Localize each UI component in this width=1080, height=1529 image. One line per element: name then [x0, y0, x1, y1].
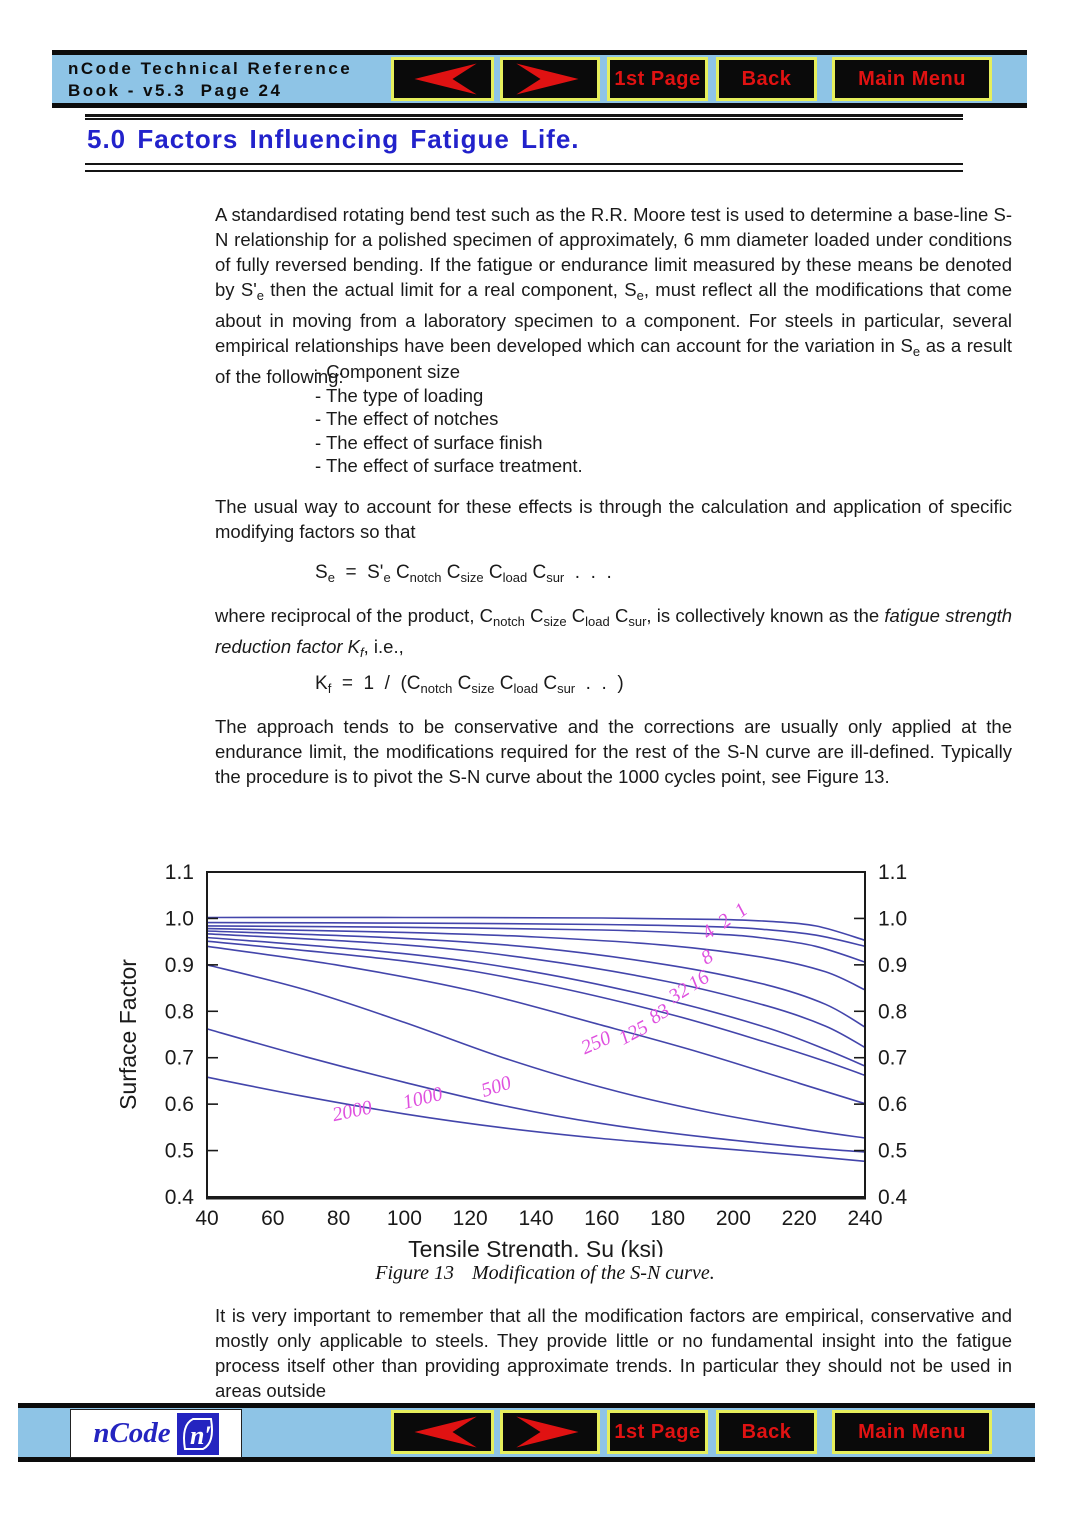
svg-text:1: 1 [730, 898, 752, 923]
factor-list-item: - The effect of surface finish [315, 431, 543, 453]
svg-text:2: 2 [714, 909, 736, 933]
svg-text:1.0: 1.0 [164, 907, 194, 931]
paragraph-approach: The approach tends to be conservative and the corrections are usually only applied at the endurance limit, the modifications required for the rest of the S-N curve are ill-defined. Typically the procedure is to pivot the S-N curve about the 1000 cycles point, see Figure 13. [215, 716, 1012, 787]
formula-endurance-limit: $S_e = S'_e$ $C_{notch}$ $C_{size}$ $C_{load}$ $C_{sur}$ . . . [315, 562, 612, 585]
factor-list-item: - The effect of surface treatment. [315, 455, 583, 476]
svg-text:0.4: 0.4 [878, 1186, 908, 1209]
svg-text:83: 83 [645, 999, 674, 1029]
factor-list-item: - Component size [315, 361, 460, 382]
surface-factor-plot [100, 857, 1020, 1257]
figure-caption [105, 1262, 985, 1285]
prev-page-button[interactable] [391, 57, 494, 101]
svg-text:40: 40 [195, 1207, 219, 1230]
heading-rule-top [85, 114, 963, 120]
svg-text:0.9: 0.9 [164, 953, 194, 977]
svg-text:8: 8 [697, 945, 718, 970]
svg-text:200: 200 [715, 1207, 751, 1230]
svg-text:220: 220 [781, 1207, 817, 1230]
svg-text:0.5: 0.5 [878, 1139, 908, 1163]
svg-text:16: 16 [684, 966, 714, 996]
svg-text:2000: 2000 [330, 1096, 375, 1127]
factor-list-item: - The effect of notches [315, 408, 499, 429]
svg-text:240: 240 [847, 1207, 883, 1230]
first-page-label: 1st Page [614, 67, 701, 90]
footer-main-menu-button[interactable] [832, 1410, 992, 1454]
back-label: Back [741, 67, 792, 90]
svg-text:125: 125 [615, 1016, 652, 1050]
svg-text:0.4: 0.4 [164, 1186, 194, 1209]
factor-list [315, 360, 583, 478]
svg-text:1000: 1000 [400, 1082, 445, 1114]
figure-caption-label: Figure 13 [375, 1262, 454, 1284]
ncode-logo-tile [177, 1413, 219, 1455]
footer-next-page-button[interactable] [500, 1410, 600, 1454]
ncode-logo [70, 1409, 242, 1458]
svg-text:1.0: 1.0 [878, 907, 908, 931]
svg-text:1.1: 1.1 [164, 861, 194, 884]
svg-text:0.8: 0.8 [878, 1000, 908, 1024]
footer-first-page-label: 1st Page [614, 1420, 701, 1443]
svg-text:32: 32 [664, 978, 694, 1008]
svg-text:120: 120 [452, 1207, 488, 1230]
next-arrow-icon [505, 60, 595, 98]
svg-text:0.5: 0.5 [164, 1139, 194, 1163]
svg-text:160: 160 [584, 1207, 620, 1230]
svg-text:0.9: 0.9 [878, 953, 908, 977]
svg-text:180: 180 [650, 1207, 686, 1230]
svg-text:1.1: 1.1 [878, 861, 908, 884]
heading-rule-bottom [85, 163, 963, 172]
svg-text:500: 500 [478, 1071, 514, 1102]
svg-text:80: 80 [326, 1207, 351, 1230]
paragraph-intro: A standardised rotating bend test such as the R.R. Moore test is used to determine a base-line S-N relationship for a polished specimen of approximately, 6 mm diameter loaded under conditions of fully reversed bending. If the fatigue or endurance limit measured by these means be denoted by $S'_e$ then the actual limit for a real component, $S_e$, must reflect all the modifications that come about in moving from a laboratory specimen to a component. For steels in particular, several empirical relationships have been developed which can account for the variation in $S_e$ as a result of the following: [215, 204, 1012, 387]
svg-text:0.6: 0.6 [878, 1093, 908, 1117]
prev-arrow-icon [398, 60, 488, 98]
book-title [68, 58, 352, 102]
footer-back-label: Back [741, 1420, 792, 1443]
svg-text:250: 250 [577, 1026, 615, 1060]
svg-text:140: 140 [518, 1207, 554, 1230]
footer-next-arrow-icon [505, 1413, 595, 1451]
svg-text:60: 60 [261, 1207, 285, 1230]
figure-caption-text: Modification of the S-N curve. [471, 1262, 715, 1284]
paragraph-reciprocal: where reciprocal of the product, $C_{notch}$ $C_{size}$ $C_{load}$ $C_{sur}$, is collectively known as the fatigue strength reduction factor $K_f$, i.e., [215, 605, 1013, 660]
formula-kf: $K_f = 1 / (C_{notch}$ $C_{size}$ $C_{load}$ $C_{sur}$ . . ) [315, 673, 624, 696]
footer-prev-page-button[interactable] [391, 1410, 494, 1454]
main-menu-label: Main Menu [858, 67, 966, 90]
svg-text:0.6: 0.6 [164, 1093, 194, 1117]
svg-text:0.7: 0.7 [878, 1046, 908, 1070]
main-menu-button[interactable] [832, 57, 992, 101]
svg-text:Tensile Strength, Su (ksi): Tensile Strength, Su (ksi) [408, 1236, 664, 1257]
page-title: 5.0 Factors Influencing Fatigue Life. [87, 124, 580, 154]
ncode-leaf-icon [177, 1413, 219, 1455]
next-page-button[interactable] [500, 57, 600, 101]
footer-bar [18, 1403, 1035, 1462]
footer-first-page-button[interactable] [607, 1410, 708, 1454]
svg-text:0.8: 0.8 [164, 1000, 194, 1024]
book-title-line2: Book - v5.3 Page 24 [68, 81, 283, 100]
paragraph-usual-way: The usual way to account for these effects is through the calculation and application of specific modifying factors so that [215, 496, 1012, 542]
footer-prev-arrow-icon [398, 1413, 488, 1451]
back-button[interactable] [716, 57, 817, 101]
svg-text:4: 4 [697, 920, 720, 945]
header-bar [52, 50, 1027, 108]
footer-main-menu-label: Main Menu [858, 1420, 966, 1443]
svg-text:100: 100 [386, 1207, 422, 1230]
factor-list-item: - The type of loading [315, 384, 484, 406]
sn-modification-chart [100, 857, 1020, 1257]
svg-text:Surface Factor: Surface Factor [115, 959, 141, 1110]
ncode-logo-text: nCode [93, 1417, 171, 1449]
paragraph-important: It is very important to remember that all the modification factors are empirical, conservative and mostly only applicable to steels. They provide little or no fundamental insight into the fatigue process itself other than providing approximate trends. In particular they should not be used in areas outside [215, 1305, 1012, 1401]
svg-text:0.7: 0.7 [164, 1046, 194, 1070]
first-page-button[interactable] [607, 57, 708, 101]
ncode-logo-mark: n′ [189, 1420, 212, 1450]
book-title-line1: nCode Technical Reference [68, 59, 353, 78]
footer-back-button[interactable] [716, 1410, 817, 1454]
